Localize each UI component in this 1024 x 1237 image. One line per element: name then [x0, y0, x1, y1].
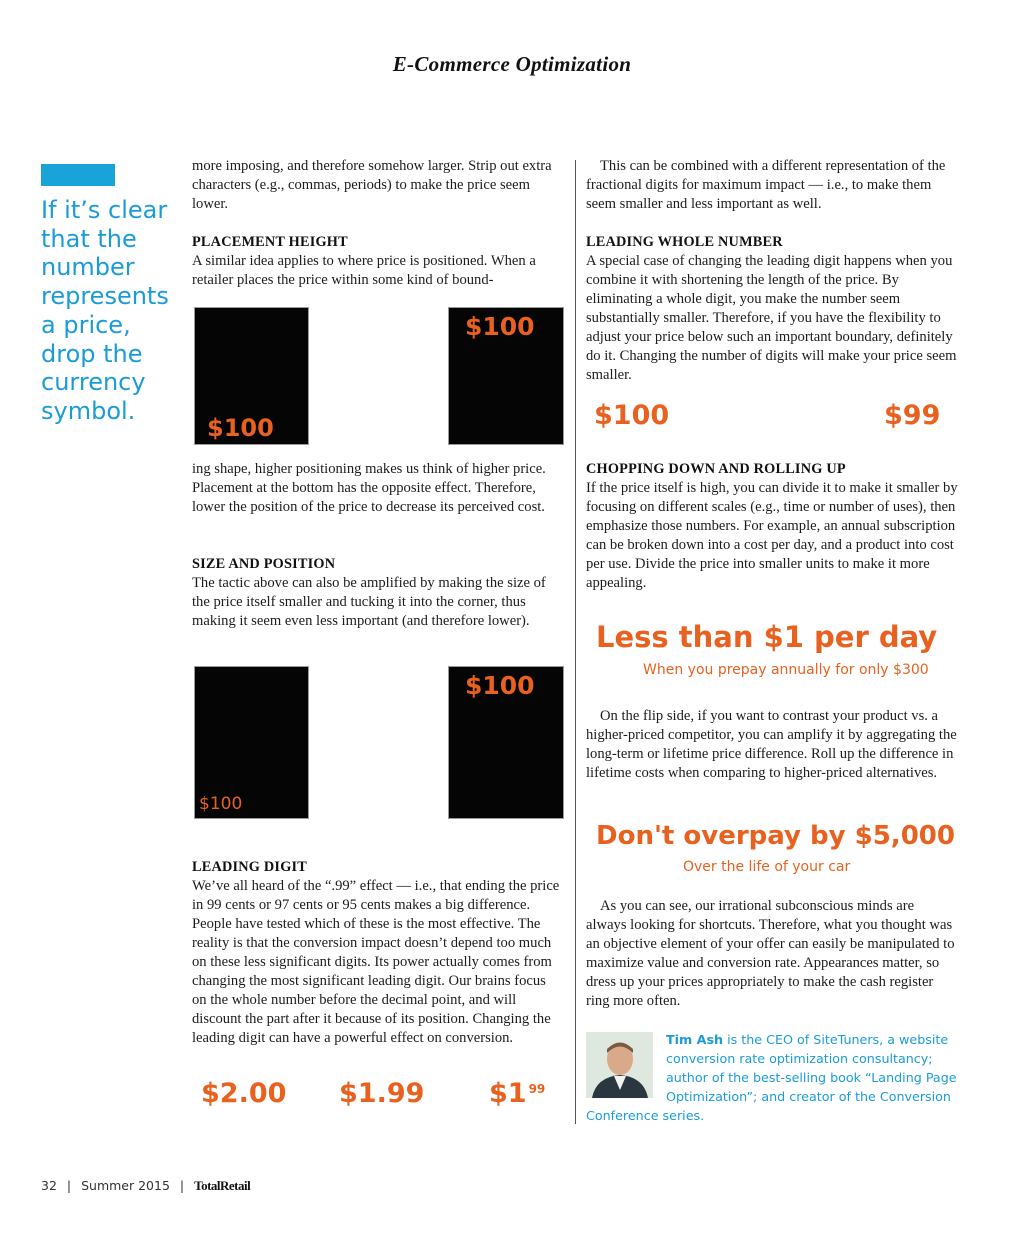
leading-whole-heading: LEADING WHOLE NUMBER [586, 234, 783, 250]
figure4-price-b: $99 [884, 400, 941, 431]
figure6-subline: Over the life of your car [683, 859, 851, 875]
figure2-price-big: $100 [465, 671, 535, 700]
figure6-headline: Don't overpay by $5,000 [596, 821, 955, 851]
chopping-section [586, 460, 958, 593]
left-intro: more imposing, and therefore somehow larger. Strip out extra characters (e.g., commas, periods) to make the price seem lower. [192, 158, 552, 212]
placement-height-section [192, 233, 564, 290]
size-position-text: The tactic above can also be amplified by making the size of the price itself smaller and tucking it into the corner, thus making it seem even less important (and therefore lower). [192, 575, 546, 629]
footer-separator-2: | [179, 1178, 185, 1193]
placement-height-text-b: ing shape, higher positioning makes us think of higher price. Placement at the bottom has the opposite effect. Therefore, lower the position of the price to decrease its perceived cost. [192, 461, 546, 515]
figure3-price-a: $2.00 [201, 1078, 287, 1109]
pullquote-bar [41, 164, 115, 186]
figure1-price-high: $100 [465, 312, 535, 341]
figure3-price-b: $1.99 [339, 1078, 425, 1109]
conclusion-text: As you can see, our irrational subconscious minds are always looking for shortcuts. Therefore, what you thought was an objective element of your offer can easily be manipulated to maximize value and conversion rate. Appearances matter, so dress up your prices appropriately to make the cash register ring more often. [586, 898, 955, 1009]
bio-photo-spacer [586, 1030, 666, 1106]
figure4-price-a: $100 [594, 400, 670, 431]
author-name: Tim Ash [666, 1032, 724, 1047]
chopping-heading: CHOPPING DOWN AND ROLLING UP [586, 461, 846, 477]
right-intro: This can be combined with a different representation of the fractional digits for maximum impact — i.e., to make them seem smaller and less important as well. [586, 158, 946, 212]
running-head: E-Commerce Optimization [392, 52, 632, 76]
figure3-price-c [489, 1078, 545, 1109]
size-position-heading: SIZE AND POSITION [192, 556, 336, 572]
leading-digit-section [192, 858, 564, 1048]
page-number: 32 [41, 1178, 57, 1193]
flip-side-text: On the flip side, if you want to contrast your product vs. a higher-priced competitor, you can amplify it by aggregating the long-term or lifetime price difference. Roll up the difference in lifetime costs when comparing to higher-priced alternatives. [586, 708, 957, 781]
author-bio-text: is the CEO of SiteTuners, a website conversion rate optimization consultancy; author of the best-selling book “Landing Page Optimization”; and creator of the Conversion Conference series. [586, 1032, 957, 1123]
size-position-section [192, 555, 552, 631]
figure1-box-high [448, 307, 564, 445]
magazine-name: TotalRetail [194, 1178, 251, 1193]
figure2-box-small [194, 666, 309, 819]
page-footer [41, 1178, 250, 1194]
leading-whole-text: A special case of changing the leading digit happens when you combine it with shortening the length of the price. By eliminating a whole digit, you make the number seem substantially smaller. Therefore, if you have the flexibility to adjust your price below such an important boundary, definitely do it. Changing the number of digits will make your price seem smaller. [586, 253, 957, 383]
figure2-price-small: $100 [199, 794, 243, 814]
pullquote: If it’s clear that the number represents a price, drop the currency symbol. [41, 196, 169, 425]
figure5-headline: Less than $1 per day [596, 620, 938, 654]
leading-digit-heading: LEADING DIGIT [192, 859, 308, 875]
figure3-price-c-whole: $1 [489, 1078, 527, 1109]
column-divider [575, 160, 576, 1124]
figure2-box-big [448, 666, 564, 819]
figure3-price-c-cents: 99 [528, 1082, 546, 1096]
leading-whole-section [586, 233, 958, 385]
placement-height-heading: PLACEMENT HEIGHT [192, 234, 348, 250]
leading-digit-text: We’ve all heard of the “.99” effect — i.e., that ending the price in 99 cents or 97 cents or 95 cents makes a big difference. People have tested which of these is the most effective. The reality is that the conversion impact doesn’t depend too much on these less significant digits. Its power actually comes from changing the most significant leading digit. Our brains focus on the whole number before the decimal point, and will discount the part after it because of its position. Changing the leading digit can have a powerful effect on conversion. [192, 878, 560, 1046]
author-bio [586, 1030, 966, 1125]
figure1-box-low [194, 307, 309, 445]
issue-date: Summer 2015 [81, 1178, 170, 1193]
figure5-subline: When you prepay annually for only $300 [643, 662, 929, 678]
footer-separator-1: | [66, 1178, 72, 1193]
placement-height-text-a: A similar idea applies to where price is positioned. When a retailer places the price within some kind of bound- [192, 253, 536, 288]
figure1-price-low: $100 [207, 414, 274, 442]
chopping-text: If the price itself is high, you can divide it to make it smaller by focusing on different scales (e.g., time or number of uses), then emphasize those numbers. For example, an annual subscription can be broken down into a cost per day, and a product into cost per use. Divide the price into smaller units to make it more appealing. [586, 480, 958, 591]
